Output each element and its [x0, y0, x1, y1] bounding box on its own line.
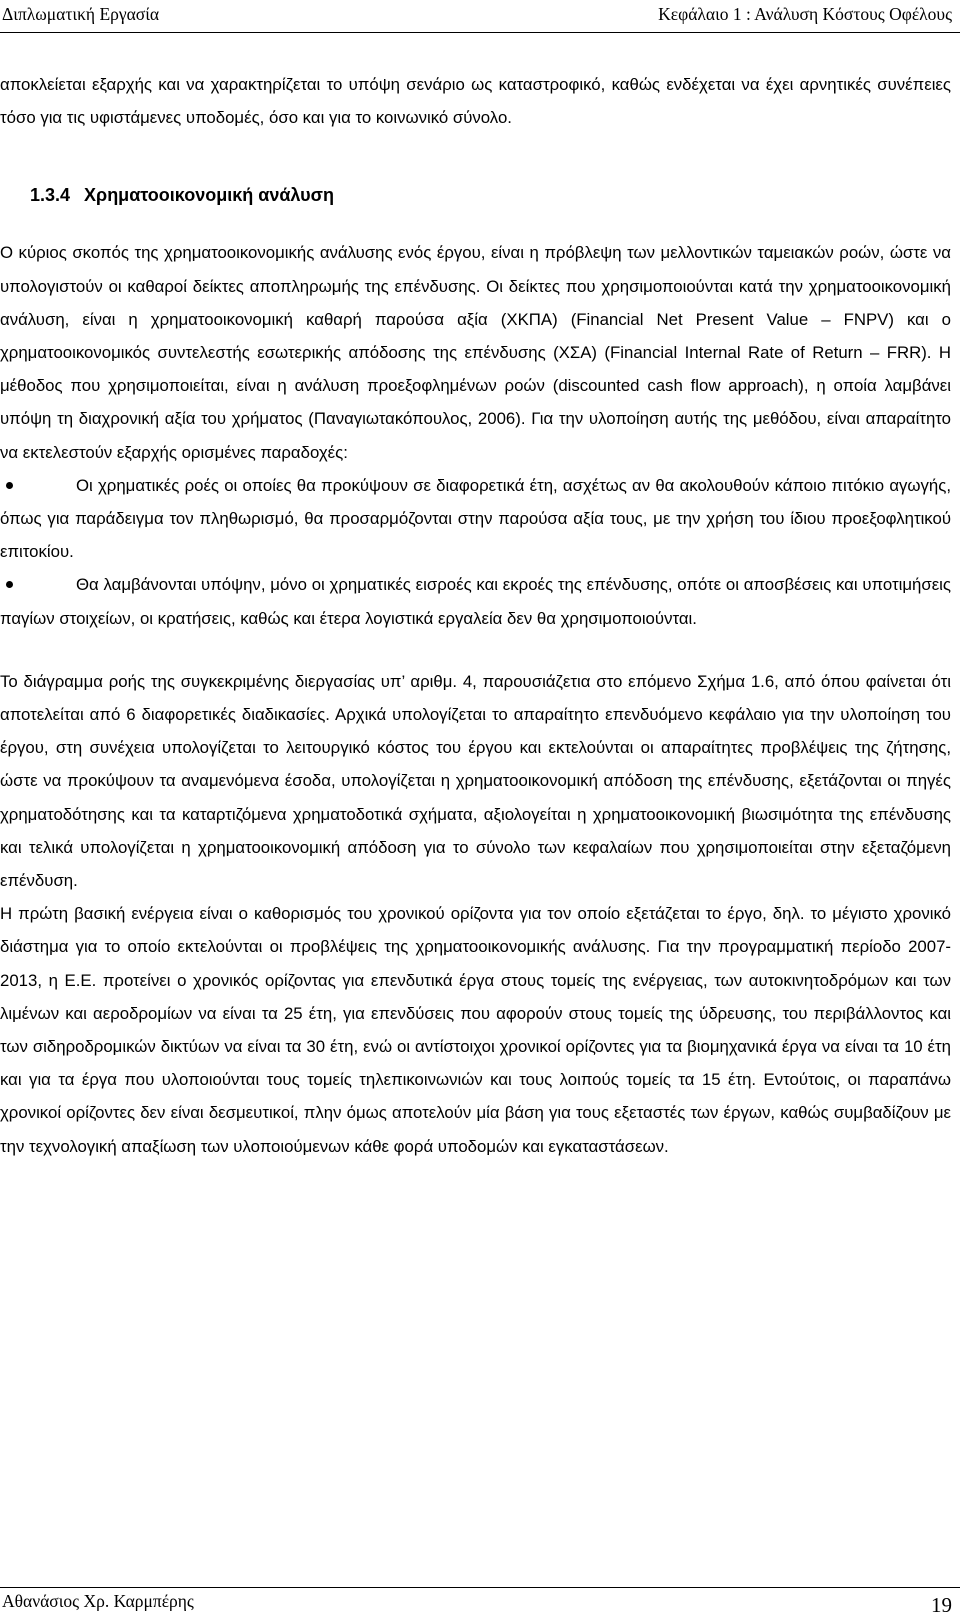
section-number: 1.3.4 — [30, 185, 71, 206]
document-type: Διπλωματική Εργασία — [2, 4, 160, 24]
paragraph-flow-diagram: Το διάγραμμα ροής της συγκεκριμένης διεργασίας υπ’ αριθμ. 4, παρουσιάζετια στο επόμενο Σχήμα 1.6, από όπου φαίνεται ότι αποτελείται από 6 διαφορετικές διαδικασίες. Αρχικά υπολογίζεται το απαραίτητο επενδυόμενο κεφάλαιο για την υλοποίηση του έργου, στη συνέχεια υπολογίζεται το λειτουργικό κόστος του έργου και εκτελούνται οι απαραίτητες προβλέψεις της ζήτησης, ώστε να προκύψουν τα αναμενόμενα έσοδα, υπολογίζεται η χρηματοοικονομική απόδοση της επένδυσης, εξετάζονται οι πηγές χρηματοδότησης και τα καταρτιζόμενα χρηματοδοτικά σχήματα, αξιολογείται η χρηματοοικονομική βιωσιμότητα της επένδυσης και τελικά υπολογίζεται η χρηματοοικονομική απόδοση για το σύνολο των κεφαλαίων που χρησιμοποιείται στην εξεταζόμενη επένδυση. — [0, 671, 951, 891]
paragraph-time-horizon: Η πρώτη βασική ενέργεια είναι ο καθορισμός του χρονικού ορίζοντα για τον οποίο εξετάζεται το έργο, δηλ. το μέγιστο χρονικό διάστημα για το οποίο εκτελούνται οι προβλέψεις της χρηματοοικονομικής ανάλυσης. Για την προγραμματική περίοδο 2007-2013, η Ε.Ε. προτείνει ο χρονικός ορίζοντας για επενδυτικά έργα στους τομείς της ενέργειας, των αυτοκινητοδρόμων και των λιμένων και αεροδρομίων να είναι τα 25 έτη, για επενδύσεις που αφορούν στους τομείς της ύδρευσης, του περιβάλλοντος και των σιδηροδρομικών δικτύων να είναι τα 30 έτη, ενώ οι αντίστοιχοι χρονικοί ορίζοντες για τα βιομηχανικά έργα να είναι τα 10 έτη και για τα έργα που υλοποιούνται τους τομείς τηλεπικοινωνιών και τους λοιπούς τομείς τα 15 έτη. Εντούτοις, οι παραπάνω χρονικοί ορίζοντες δεν είναι δεσμευτικοί, πλην όμως αποτελούν μία βάση για τους εξεταστές των έργων, καθώς συμβαδίζουν με την τεχνολογική απαξίωση των υλοποιούμενων κάθε φορά υποδομών και εγκαταστάσεων. — [0, 904, 951, 1156]
footer-rule — [0, 1587, 960, 1588]
bullet-icon — [6, 581, 13, 588]
header-rule — [0, 32, 960, 33]
section-title: Χρηματοοικονομική ανάλυση — [84, 185, 334, 206]
list-item-text: Θα λαμβάνονται υπόψην, μόνο οι χρηματικές εισροές και εκροές της επένδυσης, οπότε οι αποσβέσεις και υποτιμήσεις παγίων στοιχείων, οι κρατήσεις, καθώς και έτερα λογιστικά εργαλεία δεν θα χρησιμοποιούνται. — [0, 575, 951, 628]
page-body — [0, 68, 951, 1163]
section-heading — [30, 179, 951, 212]
list-item — [0, 469, 951, 569]
page-number: 19 — [931, 1593, 952, 1617]
paragraph-continued: αποκλείεται εξαρχής και να χαρακτηρίζεται το υπόψη σενάριο ως καταστροφικό, καθώς ενδέχεται να έχει αρνητικές συνέπειες τόσο για τις υφιστάμενες υποδομές, όσο και για το κοινωνικό σύνολο. — [0, 75, 951, 128]
author-name: Αθανάσιος Χρ. Καρμπέρης — [2, 1591, 194, 1611]
chapter-title: Κεφάλαιο 1 : Ανάλυση Κόστους Οφέλους — [658, 4, 952, 24]
list-item-text: Οι χρηματικές ροές οι οποίες θα προκύψουν σε διαφορετικά έτη, ασχέτως αν θα ακολουθούν κάποιο πιτόκιο αγωγής, όπως για παράδειγμα τον πληθωρισμό, θα προσαρμόζονται στην παρούσα αξία τους, με την χρήση του ίδιου προεξοφλητικού επιτοκίου. — [0, 475, 951, 562]
paragraph-financial-analysis: Ο κύριος σκοπός της χρηματοοικονομικής ανάλυσης ενός έργου, είναι η πρόβλεψη των μελλοντικών ταμειακών ροών, ώστε να υπολογιστούν οι καθαροί δείκτες αποπληρωμής της επένδυσης. Οι δείκτες που χρησιμοποιούνται κατά την χρηματοοικονομική ανάλυση, είναι η χρηματοοικονομική καθαρή παρούσα αξία (ΧΚΠΑ) (Financial Net Present Value – FNPV) και ο χρηματοοικονομικός συντελεστής εσωτερικής απόδοσης της επένδυσης (ΧΣΑ) (Financial Internal Rate of Return – FRR). Η μέθοδος που χρησιμοποιείται, είναι η ανάλυση προεξοφλημένων ροών (discounted cash flow approach), η οποία λαμβάνει υπόψη τη διαχρονική αξία του χρήματος (Παναγιωτακόπουλος, 2006). Για την υλοποίηση αυτής της μεθόδου, είναι απαραίτητο να εκτελεστούν εξαρχής ορισμένες παραδοχές: — [0, 243, 951, 462]
list-item — [0, 568, 951, 634]
page-header — [0, 0, 960, 34]
bullet-icon — [6, 482, 13, 489]
page-footer — [0, 1587, 960, 1624]
